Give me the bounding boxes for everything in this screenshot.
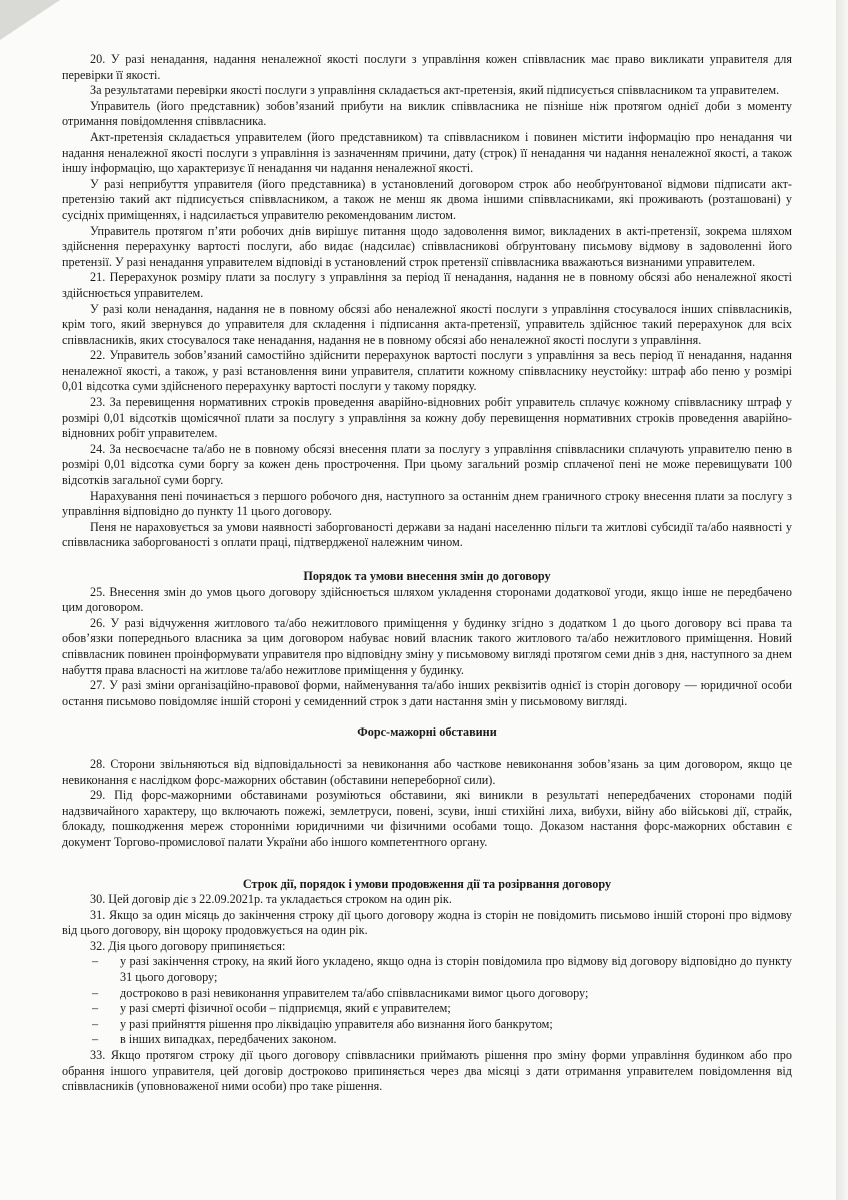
clause-30: 30. Цей договір діє з 22.09.2021р. та укладається строком на один рік.: [90, 892, 452, 907]
paragraph: Акт-претензія складається управителем (його представником) та співвласником і повинен містити інформацію про ненадання чи надання неналежної якості послуги з управління із зазначенням причини, дату (строк) її ненадання чи надання неналежної якості, а також іншу інформацію, що характеризує її ненадання чи надання неналежної якості.: [62, 129, 792, 176]
clause-26: 26. У разі відчуження житлового та/або нежитлового приміщення у будинку згідно з додатком 1 до цього договору всі права та обов’язки попереднього власника за цим договором набуває новий власник такого житлового та/або нежитлового приміщення. Новий співвласник повинен проінформувати управителя про відповідну зміну у письмовому вигляді протягом семи днів з дня, наступного за днем набуття права власності на житлове та/або нежитлове приміщення у будинку.: [62, 615, 792, 677]
folded-corner: [0, 0, 60, 40]
paragraph: Управитель (його представник) зобов’язаний прибути на виклик співвласника не пізніше ніж протягом однієї доби з моменту отримання повідомлення співвласника.: [62, 98, 792, 129]
dash-marker: –: [92, 985, 99, 1000]
underlying-page-edge: [836, 0, 848, 1200]
list-item: – у разі прийняття рішення про ліквідацію управителя або визнання його банкрутом;: [92, 1016, 553, 1031]
dash-marker: –: [92, 1016, 99, 1031]
clause-20: 20. У разі ненадання, надання неналежної якості послуги з управління кожен співвласник має право викликати управителя для перевірки її якості.: [62, 52, 792, 82]
paragraph: За результатами перевірки якості послуги з управління складається акт-претензія, який підписується співвласником та управителем.: [90, 83, 780, 98]
paragraph: У разі неприбуття управителя (його представника) в установлений договором строк або необґрунтованої відмови підписати акт-претензію такий акт підписується співвласником, а також не менш як двома іншими співвласниками, які проживають (розташовані) у сусідніх приміщеннях, і надсилається управителю рекомендованим листом.: [62, 176, 792, 222]
paragraph: У разі коли ненадання, надання не в повному обсязі або неналежної якості послуги з управління стосувалося інших співвласників, крім того, який звернувся до управителя для складення і підписання акта-претензії, управитель здійснює такий перерахунок для всіх співвласників, яких стосувалося таке ненадання, надання не в повному обсязі або неналежної якості послуги з управління.: [62, 301, 792, 347]
clause-25: 25. Внесення змін до умов цього договору здійснюється шляхом укладення сторонами додаткової угоди, якщо інше не передбачено цим договором.: [62, 584, 792, 615]
clause-27: 27. У разі зміни організаційно-правової форми, найменування та/або інших реквізитів однієї із сторін договору — юридичної особи остання письмово повідомляє іншій стороні у семиденний строк з дати настання змін у письмовому вигляді.: [62, 678, 792, 708]
list-item: – у разі закінчення строку, на який його укладено, якщо одна із сторін повідомила про відмову від договору відповідно до пункту 31 цього договору;: [92, 954, 792, 985]
termination-list: [62, 954, 792, 1048]
clause-24: 24. За несвоєчасне та/або не в повному обсязі внесення плати за послугу з управління співвласники сплачують управителю пеню в розмірі 0,01 відсотка суми боргу за кожен день прострочення. При цьому загальний розмір сплаченої пені не може перевищувати 100 відсотків загальної суми боргу.: [62, 441, 792, 488]
document-body: [62, 52, 792, 1095]
list-item: – у разі смерті фізичної особи – підприємця, який є управителем;: [92, 1001, 451, 1016]
clause-21: 21. Перерахунок розміру плати за послугу з управління за період її ненадання, надання не в повному обсязі або неналежної якості здійснюється управителем.: [62, 270, 792, 300]
clause-31: 31. Якщо за один місяць до закінчення строку дії цього договору жодна із сторін не повідомить письмово іншій стороні про відмову від цього договору, він щороку продовжується на один рік.: [62, 907, 792, 938]
paragraph: Пеня не нараховується за умови наявності заборгованості держави за надані населенню пільги та житлові субсидії та/або наявності у співвласника заборгованості з оплати праці, підтвердженої належним чином.: [62, 519, 792, 550]
clause-28: 28. Сторони звільняються від відповідальності за невиконання або часткове невиконання зобов’язань за цим договором, якщо це невиконання є наслідком форс-мажорних обставин (обставини непереборної сили).: [62, 756, 792, 787]
dash-marker: –: [92, 954, 99, 969]
clause-22: 22. Управитель зобов’язаний самостійно здійснити перерахунок вартості послуги з управління за весь період її ненадання, надання неналежної якості, а також, у разі встановлення вини управителя, сплатити кожному співвласнику неустойку: штраф або пеню у розмірі 0,01 відсотка суми здійсненого перерахунку вартості послуги у такому порядку.: [62, 348, 792, 394]
section-heading-force-majeure: Форс-мажорні обставини: [357, 725, 497, 740]
section-heading-changes: Порядок та умови внесення змін до договору: [303, 569, 551, 583]
paragraph: Нарахування пені починається з першого робочого дня, наступного за останнім днем граничного строку внесення плати за послугу з управління відповідно до пункту 11 цього договору.: [62, 488, 792, 519]
clause-23: 23. За перевищення нормативних строків проведення аварійно-відновних робіт управитель сплачує кожному співвласнику штраф у розмірі 0,01 відсотків щомісячної плати за послугу з управління за кожну добу перевищення нормативних строків проведення аварійно-відновних робіт управителем.: [62, 395, 792, 441]
dash-marker: –: [92, 1001, 99, 1016]
clause-33: 33. Якщо протягом строку дії цього договору співвласники приймають рішення про зміну форми управління будинком або про обрання іншого управителя, цей договір достроково припиняється через два місяці з дати отримання управителем повідомлення від співвласників (уповноваженої ними особи) про таке рішення.: [62, 1048, 792, 1094]
clause-32: 32. Дія цього договору припиняється:: [90, 938, 286, 953]
paragraph: Управитель протягом п’яти робочих днів вирішує питання щодо задоволення вимог, викладених в акті-претензії, зокрема шляхом здійснення перерахунку вартості послуги, або видає (надсилає) співвласникові обґрунтовану письмову відмову в задоволенні його претензії. У разі ненадання управителем відповіді в установлений строк претензії співвласника вважаються визнаними управителем.: [62, 223, 792, 269]
list-item: – в інших випадках, передбачених законом.: [92, 1032, 337, 1047]
dash-marker: –: [92, 1032, 99, 1047]
section-heading-term: Строк дії, порядок і умови продовження дії та розірвання договору: [242, 876, 612, 891]
clause-29: 29. Під форс-мажорними обставинами розуміються обставини, які виникли в результаті непередбачених сторонами подій надзвичайного характеру, що включають пожежі, землетруси, повені, зсуви, інші стихійні лиха, вибухи, війну або військові дії, страйк, блокаду, пошкодження мереж сторонніми юридичними чи фізичними особами тощо. Доказом настання форс-мажорних обставин є документ Торгово-промислової палати України або іншого компетентного органу.: [62, 788, 792, 849]
list-item: – достроково в разі невиконання управителем та/або співвласниками вимог цього договору;: [92, 985, 589, 1000]
